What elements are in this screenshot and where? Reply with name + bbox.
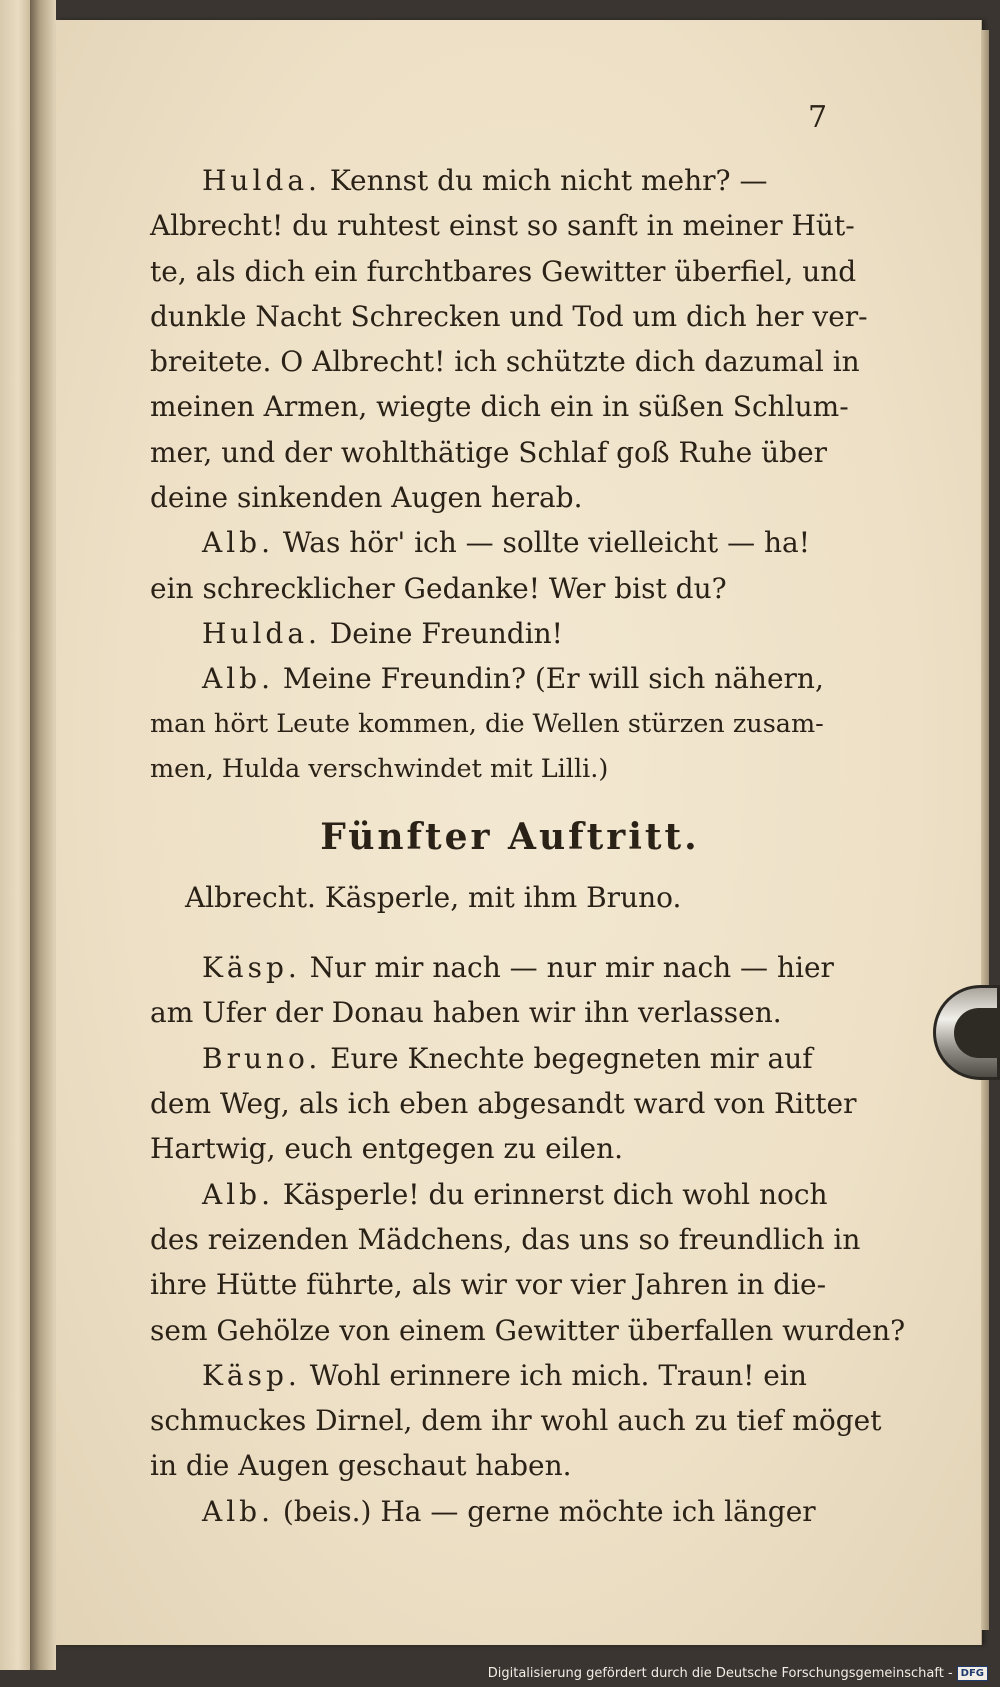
text-line xyxy=(150,1308,906,1353)
dialogue-part-2 xyxy=(150,945,906,1534)
line-text: Kennst du mich nicht mehr? — xyxy=(329,164,768,197)
dialogue-part-1 xyxy=(150,158,868,792)
line-text: schmuckes Dirnel, dem ihr wohl auch zu tief möget xyxy=(150,1404,882,1438)
text-line xyxy=(150,990,830,1035)
text-line xyxy=(150,1443,830,1488)
text-line xyxy=(150,1036,830,1081)
text-line xyxy=(150,1398,882,1443)
text-line xyxy=(150,1217,861,1262)
line-text: ihre Hütte führte, als wir vor vier Jahren in die- xyxy=(150,1268,827,1302)
speaker-name: Käsp. xyxy=(202,1358,301,1392)
book-gutter xyxy=(30,0,56,1670)
text-line xyxy=(150,747,830,792)
dfg-logo: DFG xyxy=(957,1666,988,1681)
footer-text: Digitalisierung gefördert durch die Deutsche Forschungsgemeinschaft - xyxy=(487,1666,953,1681)
speaker-name: Hulda. xyxy=(202,164,321,197)
line-text: Deine Freundin! xyxy=(329,616,563,650)
line-text: meinen Armen, wiegte dich ein in süßen Schlum- xyxy=(150,390,849,424)
text-line xyxy=(150,1353,830,1398)
page-stack-edge xyxy=(981,30,989,1630)
previous-page-edge xyxy=(0,0,32,1670)
line-text: des reizenden Mädchens, das uns so freundlich in xyxy=(150,1222,861,1256)
line-text: deine sinkenden Augen herab. xyxy=(150,481,583,515)
text-line xyxy=(150,384,849,429)
text-line xyxy=(150,656,830,701)
text-line xyxy=(150,945,834,990)
page-number: 7 xyxy=(808,100,828,135)
page-text xyxy=(150,158,906,1534)
speaker-name: Alb. xyxy=(202,526,274,560)
line-text: Meine Freundin? (Er will sich nähern, xyxy=(282,662,824,696)
line-text: Eure Knechte begegneten mir auf xyxy=(330,1041,813,1075)
text-line xyxy=(150,520,830,565)
text-line xyxy=(150,430,830,475)
line-text: dunkle Nacht Schrecken und Tod um dich her ver- xyxy=(150,299,868,333)
line-text: Was hör' ich — sollte vielleicht — ha! xyxy=(282,526,810,560)
line-text: Nur mir nach — nur mir nach — hier xyxy=(309,951,834,985)
text-line xyxy=(150,1489,830,1534)
speaker-name: Alb. xyxy=(202,662,274,696)
line-text: ein schrecklicher Gedanke! Wer bist du? xyxy=(150,571,727,605)
text-line xyxy=(150,158,830,203)
speaker-name: Alb. xyxy=(202,1494,274,1528)
line-text: man hört Leute kommen, die Wellen stürzen zusam- xyxy=(150,708,824,739)
text-line xyxy=(150,1262,830,1307)
line-text: Hartwig, euch entgegen zu eilen. xyxy=(150,1132,624,1166)
line-text: Wohl erinnere ich mich. Traun! ein xyxy=(309,1358,807,1392)
line-text: in die Augen geschaut haben. xyxy=(150,1449,572,1483)
text-line xyxy=(150,702,830,747)
text-line xyxy=(150,1081,857,1126)
text-line xyxy=(150,1172,830,1217)
speaker-name: Alb. xyxy=(202,1177,274,1211)
line-text: te, als dich ein furchtbares Gewitter überfiel, und xyxy=(150,254,857,288)
text-line xyxy=(150,611,830,656)
dfg-footer xyxy=(488,1666,988,1681)
text-line xyxy=(150,475,830,520)
line-text: dem Weg, als ich eben abgesandt ward von Ritter xyxy=(150,1087,857,1121)
text-line xyxy=(150,294,868,339)
line-text: am Ufer der Donau haben wir ihn verlassen. xyxy=(150,996,782,1030)
speaker-name: Käsp. xyxy=(202,951,301,985)
line-text: Käsperle! du erinnerst dich wohl noch xyxy=(282,1177,828,1211)
text-line xyxy=(150,339,860,384)
text-line xyxy=(150,566,830,611)
line-text: (beis.) Ha — gerne möchte ich länger xyxy=(282,1494,816,1528)
line-text: men, Hulda verschwindet mit Lilli.) xyxy=(150,753,609,784)
line-text: Albrecht! du ruhtest einst so sanft in meiner Hüt- xyxy=(150,209,855,243)
speaker-name: Hulda. xyxy=(202,616,321,650)
scene-heading: Fünfter Auftritt. xyxy=(320,816,700,859)
speaker-name: Bruno. xyxy=(202,1041,322,1075)
text-line xyxy=(150,249,857,294)
cast-line: Albrecht. Käsperle, mit ihm Bruno. xyxy=(185,881,682,915)
line-text: sem Gehölze von einem Gewitter überfallen wurden? xyxy=(150,1313,906,1347)
text-line xyxy=(150,1126,830,1171)
line-text: mer, und der wohlthätige Schlaf goß Ruhe über xyxy=(150,435,828,469)
text-line xyxy=(150,203,855,248)
line-text: breitete. O Albrecht! ich schützte dich dazumal in xyxy=(150,345,860,379)
